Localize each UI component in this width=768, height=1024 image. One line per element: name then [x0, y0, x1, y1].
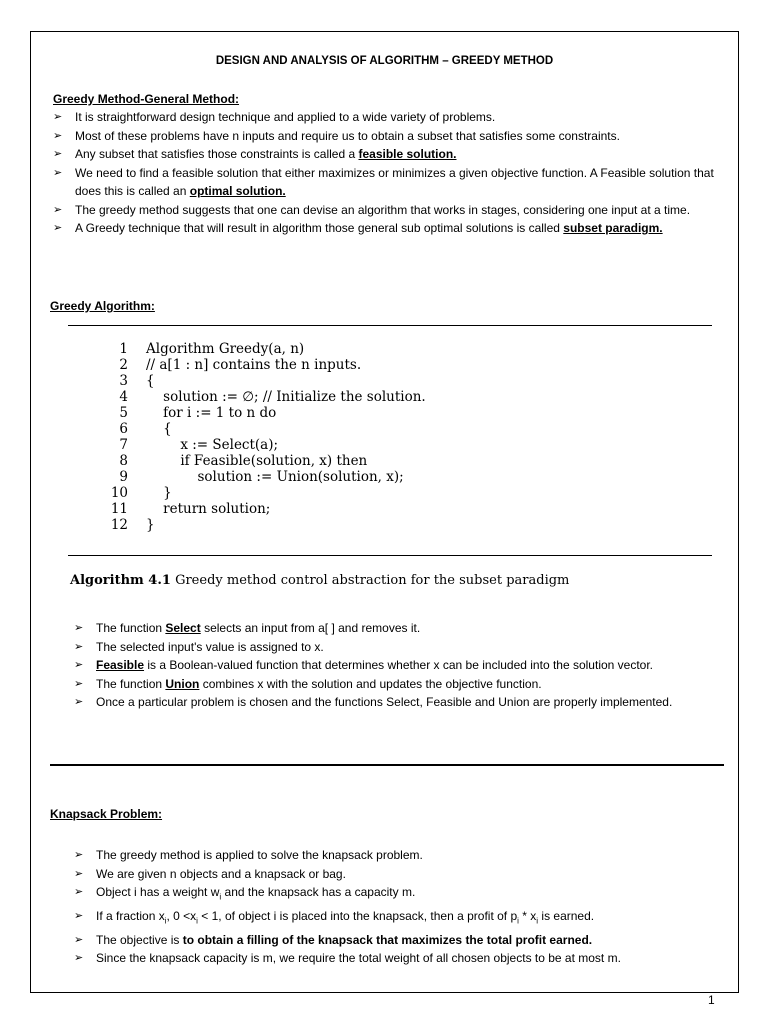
subset-paradigm-term: subset paradigm. [563, 221, 663, 235]
list-item: ➢ The selected input's value is assigned to x. [74, 638, 714, 657]
line-number: 2 [119, 357, 128, 373]
general-method-list [53, 108, 733, 238]
optimal-solution-term: optimal solution. [189, 184, 286, 198]
list-item: ➢ Feasible is a Boolean-valued function that determines whether x can be included into the solution vector. [74, 656, 714, 675]
arrow-bullet-icon: ➢ [53, 166, 63, 179]
algorithm-top-rule [68, 325, 712, 326]
code-line: solution := Union(solution, x); [146, 469, 404, 485]
line-number: 7 [119, 437, 128, 453]
arrow-bullet-icon: ➢ [74, 886, 84, 898]
code-line: for i := 1 to n do [146, 405, 277, 421]
list-item: ➢ The function Select selects an input from a[ ] and removes it. [74, 619, 714, 638]
list-item: ➢ The greedy method is applied to solve the knapsack problem. [74, 846, 714, 865]
algorithm-bottom-rule [68, 555, 712, 556]
code-line: { [146, 373, 155, 389]
list-item: ➢ Object i has a weight $w_i$ and the knapsack has a capacity m. [74, 885, 416, 902]
line-number: 9 [119, 469, 128, 485]
select-term: Select [165, 621, 201, 635]
line-number: 1 [119, 341, 128, 357]
line-number: 8 [119, 453, 128, 469]
code-line: solution := ∅; // Initialize the solution. [146, 389, 426, 405]
document-title: DESIGN AND ANALYSIS OF ALGORITHM – GREEDY METHOD [215, 55, 554, 67]
code-line: x := Select(a); [146, 437, 279, 453]
code-line: // a[1 : n] contains the n inputs. [146, 357, 362, 373]
arrow-bullet-icon: ➢ [53, 222, 63, 234]
section-divider [50, 764, 724, 766]
line-number: 12 [110, 517, 128, 533]
code-line: Algorithm Greedy(a, n) [146, 341, 305, 357]
list-item: ➢ Since the knapsack capacity is m, we require the total weight of all chosen objects to be at most m. [74, 949, 714, 968]
feasible-term: Feasible [96, 658, 145, 672]
knapsack-list [74, 846, 714, 968]
arrow-bullet-icon: ➢ [74, 909, 84, 922]
arrow-bullet-icon: ➢ [53, 111, 63, 123]
list-item: ➢ We need to find a feasible solution that either maximizes or minimizes a given objective function. A Feasible solution that does this is called an optimal solution. [53, 165, 714, 198]
knapsack-heading: Knapsack Problem: [50, 807, 163, 821]
caption-label: Algorithm 4.1 [70, 573, 171, 588]
greedy-algorithm-heading: Greedy Algorithm: [50, 299, 155, 313]
list-item: ➢ The function Union combines x with the solution and updates the objective function. [74, 675, 714, 694]
functions-list [74, 619, 714, 712]
algorithm-caption [70, 573, 569, 588]
line-number: 4 [119, 389, 128, 405]
page-number: 1 [708, 993, 715, 1007]
general-method-heading: Greedy Method-General Method: [53, 92, 240, 106]
union-term: Union [165, 676, 200, 691]
arrow-bullet-icon: ➢ [74, 640, 84, 653]
arrow-bullet-icon: ➢ [74, 677, 84, 690]
feasible-solution-term: feasible solution. [358, 147, 457, 161]
list-item: ➢ The objective is to obtain a filling of the knapsack that maximizes the total profit earned. [74, 931, 714, 950]
code-line: { [146, 421, 172, 437]
list-item: ➢ We are given n objects and a knapsack or bag. [74, 865, 714, 884]
line-number: 11 [110, 501, 128, 517]
line-number: 10 [110, 485, 128, 501]
list-item: ➢ If a fraction $x_i$, $0 <x_i < 1$, of object i is placed into the knapsack, then a profit of $p_i * x_i$ is earned. [74, 908, 595, 926]
list-item: ➢ Any subset that satisfies those constraints is called a feasible solution. [53, 145, 733, 164]
arrow-bullet-icon: ➢ [74, 867, 84, 880]
line-number: 5 [119, 405, 128, 421]
list-item: ➢ A Greedy technique that will result in algorithm those general sub optimal solutions is called subset paradigm. [53, 219, 733, 238]
arrow-bullet-icon: ➢ [74, 849, 84, 861]
arrow-bullet-icon: ➢ [74, 659, 84, 671]
list-item: ➢ Once a particular problem is chosen and the functions Select, Feasible and Union are properly implemented. [74, 693, 714, 712]
list-item: ➢ Most of these problems have n inputs and require us to obtain a subset that satisfies some constraints. [53, 127, 733, 146]
arrow-bullet-icon: ➢ [74, 933, 84, 946]
line-number: 3 [119, 373, 128, 389]
arrow-bullet-icon: ➢ [53, 148, 63, 160]
code-line: } [146, 485, 172, 501]
arrow-bullet-icon: ➢ [74, 696, 84, 708]
code-line: } [146, 517, 155, 533]
list-item: ➢ The greedy method suggests that one can devise an algorithm that works in stages, considering one input at a time. [53, 201, 733, 220]
arrow-bullet-icon: ➢ [53, 129, 63, 142]
code-line: if Feasible(solution, x) then [146, 453, 368, 469]
arrow-bullet-icon: ➢ [74, 622, 84, 634]
line-number: 6 [119, 421, 128, 437]
objective-statement: to obtain a filling of the knapsack that maximizes the total profit earned. [182, 932, 593, 947]
arrow-bullet-icon: ➢ [74, 952, 84, 965]
list-item: ➢ It is straightforward design technique and applied to a wide variety of problems. [53, 108, 733, 127]
arrow-bullet-icon: ➢ [53, 203, 63, 216]
code-line: return solution; [146, 501, 271, 517]
caption-text: Greedy method control abstraction for the subset paradigm [175, 573, 570, 588]
